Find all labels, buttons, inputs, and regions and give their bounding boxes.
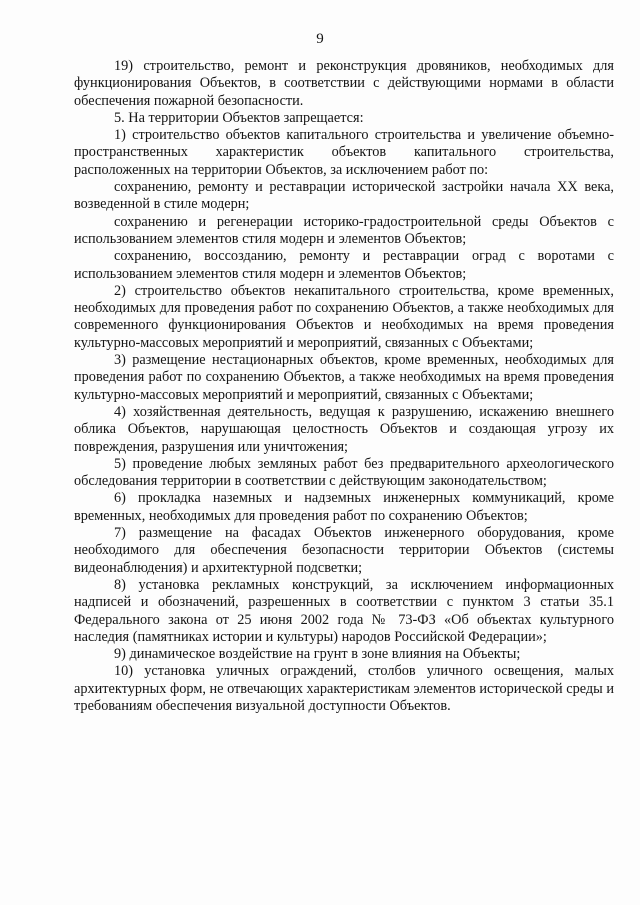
section-5-heading: 5. На территории Объектов запрещается: — [114, 109, 364, 126]
paragraph-item-1: 1) строительство объектов капитального строительства и увеличение объемно-пространственных характеристик объектов капитального строительства, расположенных на территории Объектов, за исключением работ по: — [74, 127, 614, 178]
paragraph-subitem: сохранению и регенерации историко-градостроительной среды Объектов с использованием элементов стиля модерн и элементов Объектов; — [74, 213, 614, 247]
paragraph-subitem: сохранению, воссозданию, ремонту и реставрации оград с воротами с использованием элементов стиля модерн и элементов Объектов; — [74, 248, 614, 282]
paragraph-item-5: 5) проведение любых земляных работ без предварительного археологического обследования территории в соответствии с действующим законодательством; — [74, 455, 614, 490]
paragraph-item-2: 2) строительство объектов некапитального строительства, кроме временных, необходимых для проведения работ по сохранению Объектов, а также необходимых для современного функционирования Объектов и необходимых на время проведения культурно-массовых мероприятий и мероприятий, связанных с Объектами; — [74, 282, 614, 351]
paragraph-item-6: 6) прокладка наземных и надземных инженерных коммуникаций, кроме временных, необходимых для проведения работ по сохранению Объектов; — [74, 490, 614, 524]
page-number: 9 — [316, 31, 324, 47]
paragraph-subitem: сохранению, ремонту и реставрации исторической застройки начала XX века, возведенной в стиле модерн; — [74, 179, 614, 213]
paragraph-item-3: 3) размещение нестационарных объектов, кроме временных, необходимых для проведения работ по сохранению Объектов, а также необходимых на время проведения культурно-массовых мероприятий и мероприятий, связанных с Объектами; — [74, 352, 614, 403]
paragraph-item-9: 9) динамическое воздействие на грунт в зоне влияния на Объекты; — [114, 646, 521, 663]
paragraph-item-10: 10) установка уличных ограждений, столбов уличного освещения, малых архитектурных форм, не отвечающих характеристикам элементов исторической среды и требованиям обеспечения визуальной доступности Объектов. — [74, 663, 614, 714]
document-body — [74, 58, 614, 715]
paragraph-item-19: 19) строительство, ремонт и реконструкция дровяников, необходимых для функционирования Объектов, в соответствии с действующими нормами в области обеспечения пожарной безопасности. — [74, 58, 614, 109]
paragraph-item-4: 4) хозяйственная деятельность, ведущая к разрушению, искажению внешнего облика Объектов, нарушающая целостность Объектов и создающая угрозу их повреждения, разрушения или уничтожения; — [74, 403, 614, 455]
paragraph-item-7: 7) размещение на фасадах Объектов инженерного оборудования, кроме необходимого для обеспечения безопасности территории Объектов (системы видеонаблюдения) и архитектурной подсветки; — [74, 525, 614, 576]
paragraph-item-8: 8) установка рекламных конструкций, за исключением информационных надписей и обозначений, разрешенных в соответствии с пунктом 3 статьи 35.1 Федерального закона от 25 июня 2002 года № 73-ФЗ «Об объектах культурного наследия (памятниках истории и культуры) народов Российской Федерации»; — [74, 576, 614, 645]
